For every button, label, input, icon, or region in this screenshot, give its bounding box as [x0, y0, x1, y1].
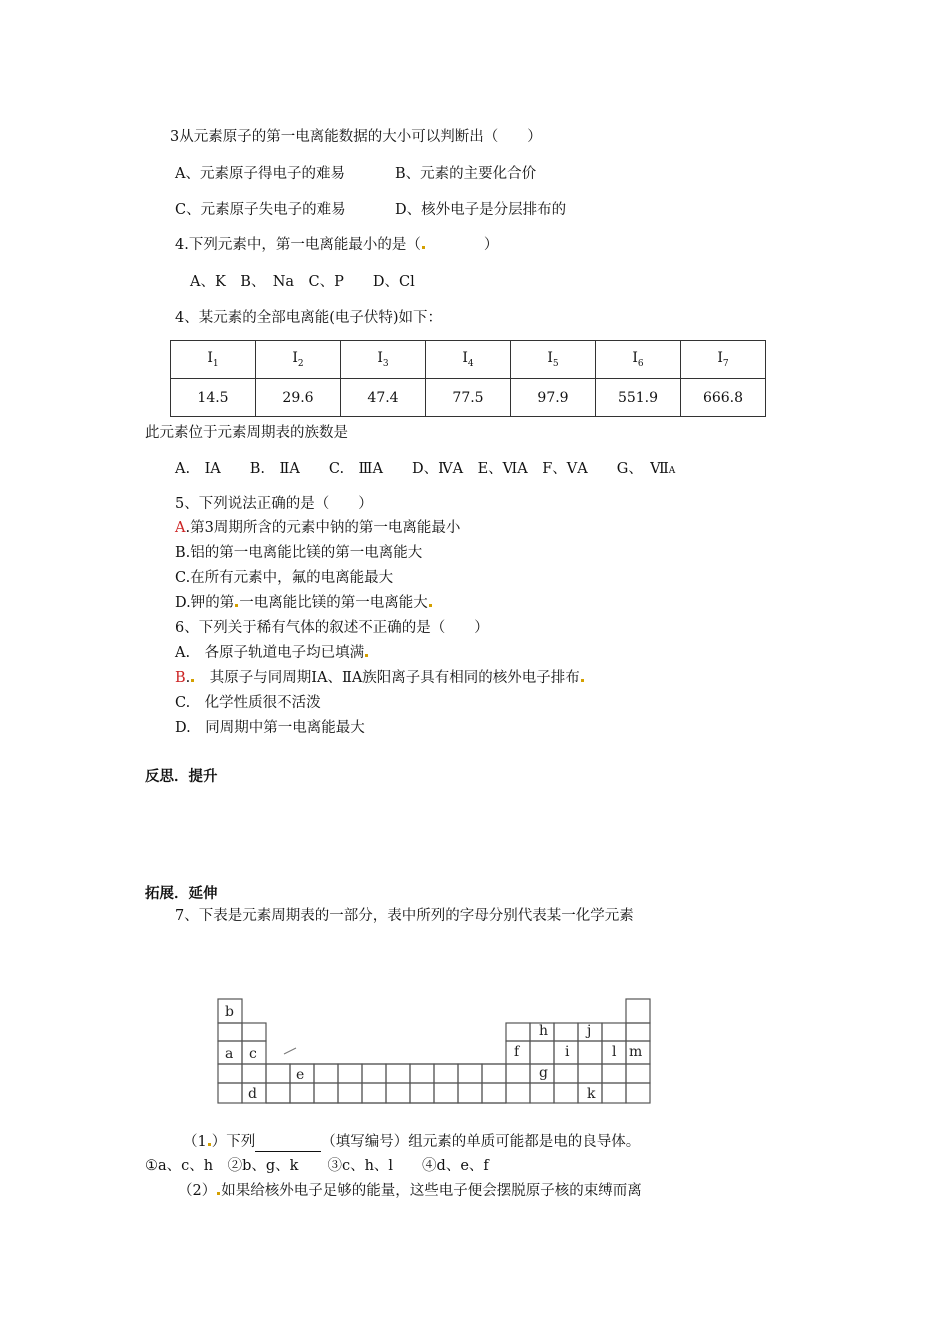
section-reflect-heading: 反思．提升: [145, 769, 218, 785]
section-extend-heading: 拓展．延伸: [145, 886, 218, 902]
q6-option-d: D. 同周期中第一电离能最大: [175, 720, 365, 736]
grid-cell: [338, 1064, 362, 1083]
grid-cell: [386, 1064, 410, 1083]
q3-option-c: C、元素原子失电子的难易: [175, 202, 346, 218]
grid-cell: [602, 1023, 626, 1041]
header-sub: 2: [297, 358, 304, 369]
grid-cell: [314, 1064, 338, 1083]
grid-cell: [266, 1064, 290, 1083]
answer-blank[interactable]: [255, 1137, 321, 1152]
grid-cell: [506, 1083, 530, 1103]
q4b-stem: 4、某元素的全部电离能(电子伏特)如下：: [175, 310, 443, 326]
element-letter-i: i: [565, 1044, 570, 1060]
q3-option-d: D、核外电子是分层排布的: [395, 202, 567, 218]
header-i: I: [717, 350, 723, 367]
grid-cell: [554, 1023, 578, 1041]
element-letter-d: d: [248, 1086, 257, 1102]
table-cell: 29.6: [256, 379, 341, 417]
q7-stem: 7、下表是元素周期表的一部分，表中所列的字母分别代表某一化学元素: [175, 908, 634, 924]
header-sub: 5: [552, 358, 559, 369]
header-sub: 3: [382, 358, 389, 369]
grid-cell: [530, 1083, 554, 1103]
element-letter-m: m: [629, 1044, 643, 1060]
q6-option-b-letter: B: [175, 670, 186, 686]
grid-cell: [338, 1083, 362, 1103]
q5-option-b: B.铝的第一电离能比镁的第一电离能大: [175, 545, 423, 561]
grid-cell: [362, 1083, 386, 1103]
header-i: I: [462, 350, 468, 367]
grid-cell: [434, 1083, 458, 1103]
grid-cell: [458, 1083, 482, 1103]
q7-sub2-pre: （2）: [178, 1183, 217, 1199]
q5-option-c: C.在所有元素中，氟的电离能最大: [175, 570, 394, 586]
element-letter-b: b: [225, 1004, 234, 1020]
grid-cell: [530, 1041, 554, 1064]
q5-option-a-letter: A: [175, 520, 186, 536]
grid-cell: [386, 1083, 410, 1103]
table-cell: 97.9: [511, 379, 596, 417]
periodic-table-grid: [218, 999, 650, 1103]
element-letter-h: h: [539, 1023, 549, 1039]
q7-sub1: [183, 1132, 640, 1152]
q4b-options-tail: A: [668, 466, 676, 476]
grid-cell: [434, 1064, 458, 1083]
q7-sub1-post: （填写编号）组元素的单质可能都是电的良导体。: [321, 1134, 641, 1150]
header-sub: 4: [467, 358, 474, 369]
grid-cell: [410, 1083, 434, 1103]
q3-option-b: B、元素的主要化合价: [395, 166, 537, 182]
element-letter-e: e: [296, 1067, 305, 1083]
grid-cell: [506, 1023, 530, 1041]
q4a-stem-post: ）: [425, 237, 499, 253]
grid-cell: [266, 1083, 290, 1103]
grid-cell: [602, 1083, 626, 1103]
grid-cell: [506, 1064, 530, 1083]
q4b-question: 此元素位于元素周期表的族数是: [145, 425, 348, 441]
header-i: I: [547, 350, 553, 367]
table-cell: 47.4: [341, 379, 426, 417]
header-sub: 6: [637, 358, 644, 369]
q6-option-a-text: A. 各原子轨道电子均已填满: [175, 645, 365, 661]
q3-option-a: A、元素原子得电子的难易: [175, 166, 345, 182]
q3-stem: 3从元素原子的第一电离能数据的大小可以判断出（ ）: [170, 129, 542, 145]
header-i: I: [632, 350, 638, 367]
table-cell: 666.8: [681, 379, 766, 417]
q7-sub2: [178, 1181, 642, 1201]
q7-sub1-options: ①a、c、h ②b、g、k ③c、h、l ④d、e、f: [145, 1158, 489, 1174]
grid-cell: [554, 1064, 578, 1083]
grid-cell: [602, 1064, 626, 1083]
q6-option-c: C. 化学性质很不活泼: [175, 695, 321, 711]
q7-sub1-pre: （1: [183, 1134, 207, 1150]
q6-stem: 6、下列关于稀有气体的叙述不正确的是（ ）: [175, 620, 489, 636]
element-letter-c: c: [249, 1046, 257, 1062]
q5-option-a-text: .第3周期所含的元素中钠的第一电离能最小: [185, 520, 461, 536]
q6-option-b: B. 其原子与同周期ⅠA、ⅡA族阳离子具有相同的核外电子排布: [175, 668, 585, 688]
grid-cell: [314, 1083, 338, 1103]
q4b-options-text: A. IA B. ⅡA C. ⅢA D、ⅣA E、ⅥA F、ⅤA G、 Ⅶ: [175, 461, 669, 477]
element-letter-a: a: [225, 1046, 234, 1062]
grid-cell: [578, 1064, 602, 1083]
grid-cell: [410, 1064, 434, 1083]
q6-option-b-text: 其原子与同周期ⅠA、ⅡA族阳离子具有相同的核外电子排布: [209, 670, 580, 686]
element-letter-f: f: [514, 1044, 520, 1060]
q7-sub1-mid: ）下列: [211, 1134, 256, 1150]
element-letter-k: k: [587, 1086, 596, 1102]
grid-cell: [290, 1083, 314, 1103]
grid-cell: [578, 1041, 602, 1064]
grid-cell: [458, 1064, 482, 1083]
grid-cell: [554, 1083, 578, 1103]
element-letter-l: l: [612, 1044, 617, 1060]
grid-cell: [482, 1083, 506, 1103]
header-i: I: [292, 350, 298, 367]
mark-dot: [217, 1192, 220, 1195]
table-cell: 77.5: [426, 379, 511, 417]
header-sub: 1: [212, 358, 219, 369]
q4a-options: A、K B、 Na C、P D、Cl: [190, 274, 415, 290]
q4a-stem-pre: 4.下列元素中，第一电离能最小的是（: [175, 237, 421, 253]
element-letter-j: j: [587, 1023, 592, 1039]
q5-stem: 5、下列说法正确的是（ ）: [175, 496, 373, 512]
q5-option-d-post: 一电离能比镁的第一电离能大: [239, 595, 428, 611]
header-i: I: [377, 350, 383, 367]
grid-cell: [482, 1064, 506, 1083]
table-cell: 551.9: [596, 379, 681, 417]
header-i: I: [207, 350, 213, 367]
table-cell: 14.5: [171, 379, 256, 417]
element-letter-g: g: [539, 1065, 548, 1081]
header-sub: 7: [722, 358, 729, 369]
grid-cell: [362, 1064, 386, 1083]
mark-dot: [208, 1143, 211, 1146]
q5-option-d-pre: D.钾的第: [175, 595, 235, 611]
q7-sub2-post: 如果给核外电子足够的能量，这些电子便会摆脱原子核的束缚而离: [221, 1183, 642, 1199]
pencil-mark: [284, 1048, 296, 1054]
